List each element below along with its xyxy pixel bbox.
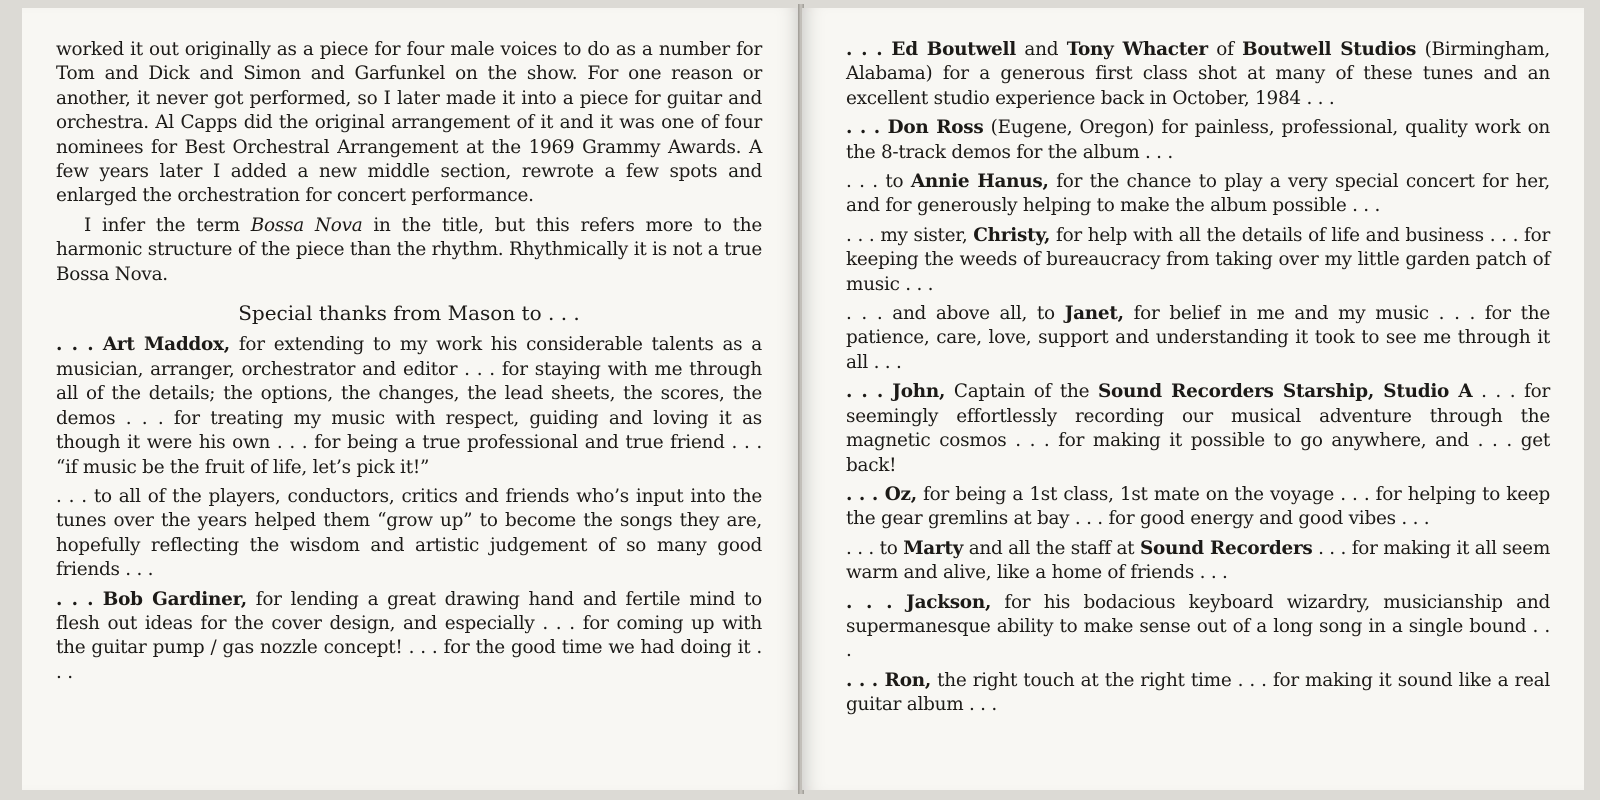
thanks-name: . . . John, xyxy=(846,381,946,403)
thanks-name: Sound Recorders xyxy=(1139,537,1313,559)
thanks-name: Sound Recorders Starship, Studio A xyxy=(1097,381,1473,403)
thanks-marty xyxy=(846,537,1550,586)
thanks-text: for lending a great drawing hand and fertile mind to flesh out ideas for the cover design, and especially . . . for coming up with the guitar pump / gas nozzle concept! . . . for the good time we had doing it . . . xyxy=(56,588,762,683)
thanks-art-maddox xyxy=(56,333,762,479)
text-run: Captain of the xyxy=(945,381,1098,403)
italic-title: Bossa Nova xyxy=(250,214,363,236)
thanks-janet xyxy=(846,302,1550,375)
thanks-text: the right touch at the right time . . . for making it sound like a real guitar album . . . xyxy=(846,669,1550,716)
thanks-john xyxy=(846,380,1550,478)
thanks-name: . . . Bob Gardiner, xyxy=(56,588,247,610)
left-text-column xyxy=(56,38,762,690)
thanks-text: . . . for seemingly effortlessly recording our musical adventure through the magnetic cosmos . . . for making it possible to go anywhere, and . . . get back! xyxy=(846,381,1550,476)
thanks-text: for being a 1st class, 1st mate on the voyage . . . for helping to keep the gear gremlins at bay . . . for good energy and good vibes . . . xyxy=(846,483,1550,530)
thanks-ron xyxy=(846,669,1550,718)
text-run: of xyxy=(1207,39,1243,60)
thanks-don-ross xyxy=(846,116,1550,165)
left-page xyxy=(22,8,800,790)
text-run: . . . and above all, to xyxy=(846,303,1065,325)
thanks-text: for belief in me and my music . . . for the patience, care, love, support and understanding it took to see me through it all . . . xyxy=(846,303,1550,373)
thanks-name: Annie Hanus, xyxy=(910,171,1049,193)
right-page xyxy=(802,8,1584,790)
thanks-text: . . . for making it all seem warm and alive, like a home of friends . . . xyxy=(846,537,1551,584)
thanks-text: for his bodacious keyboard wizardry, musicianship and supermanesque ability to make sense out of a long song in a single bound . . . xyxy=(846,591,1550,662)
thanks-text: (Eugene, Oregon) for painless, professional, quality work on the 8-track demos for the album . . . xyxy=(846,117,1550,163)
thanks-text: for extending to my work his considerable talents as a musician, arranger, orchestrator and editor . . . for staying with me through all of the details; the options, the changes, the lead sheets, the scores, the demos . . . for treating my music with respect, guiding and loving it as though it were his own . . . for being a true professional and true friend . . . “if music be the fruit of life, let’s pick it!” xyxy=(56,334,763,478)
thanks-name: Tony Whacter xyxy=(1066,39,1208,60)
text-run: I infer the term xyxy=(84,214,251,236)
thanks-name: . . . Ron, xyxy=(846,669,931,691)
thanks-text: for the chance to play a very special concert for her, and for generously helping to make the album possible . . . xyxy=(846,171,1550,217)
thanks-name: . . . Oz, xyxy=(846,483,917,505)
thanks-name: Janet, xyxy=(1064,303,1124,325)
thanks-text: for help with all the details of life and business . . . for keeping the weeds of bureaucracy from taking over my little garden patch of music . . . xyxy=(846,224,1550,295)
intro-paragraph: worked it out originally as a piece for four male voices to do as a number for Tom and Dick and Simon and Garfunkel on the show. For one reason or another, it never got performed, so I later made it into a piece for guitar and orchestra. Al Capps did the original arrangement of it and it was one of four nominees for Best Orchestral Arrangement at the 1969 Grammy Awards. A few years later I added a new middle section, rewrote a few spots and enlarged the orchestration for concert performance. xyxy=(56,39,762,207)
thanks-jackson xyxy=(846,591,1550,664)
text-run: . . . my sister, xyxy=(846,224,974,246)
text-run: in the title, but this refers more to the harmonic structure of the piece than the rhythm. Rhythmically it is not a true Bossa Nova. xyxy=(56,214,762,285)
thanks-boutwell xyxy=(846,38,1550,111)
text-run: . . . to xyxy=(846,537,904,559)
thanks-name: . . . Don Ross xyxy=(846,117,984,139)
thanks-heading: Special thanks from Mason to . . . xyxy=(238,301,580,326)
thanks-annie-hanus xyxy=(846,170,1550,219)
thanks-name: Boutwell Studios xyxy=(1242,39,1417,60)
thanks-oz xyxy=(846,483,1550,532)
thanks-name: . . . Jackson, xyxy=(846,591,992,613)
right-text-column xyxy=(846,38,1550,723)
thanks-name: Christy, xyxy=(973,224,1051,246)
text-run: and xyxy=(1015,39,1067,60)
text-run: and all the staff at xyxy=(963,537,1140,559)
bossa-nova-paragraph xyxy=(56,214,762,287)
thanks-text: (Birmingham, Alabama) for a generous first class shot at many of these tunes and an excellent studio experience back in October, 1984 . . . xyxy=(846,39,1550,109)
thanks-christy xyxy=(846,224,1550,297)
text-run: . . . to xyxy=(846,171,911,193)
thanks-name: . . . Art Maddox, xyxy=(56,334,230,356)
thanks-bob-gardiner xyxy=(56,588,762,686)
thanks-players: . . . to all of the players, conductors, critics and friends who’s input into the tunes over the years helped them “grow up” to become the songs they are, hopefully reflecting the wisdom and artistic judgement of so many good friends . . . xyxy=(56,485,762,581)
thanks-name: Marty xyxy=(903,537,964,559)
thanks-name: . . . Ed Boutwell xyxy=(846,39,1016,60)
